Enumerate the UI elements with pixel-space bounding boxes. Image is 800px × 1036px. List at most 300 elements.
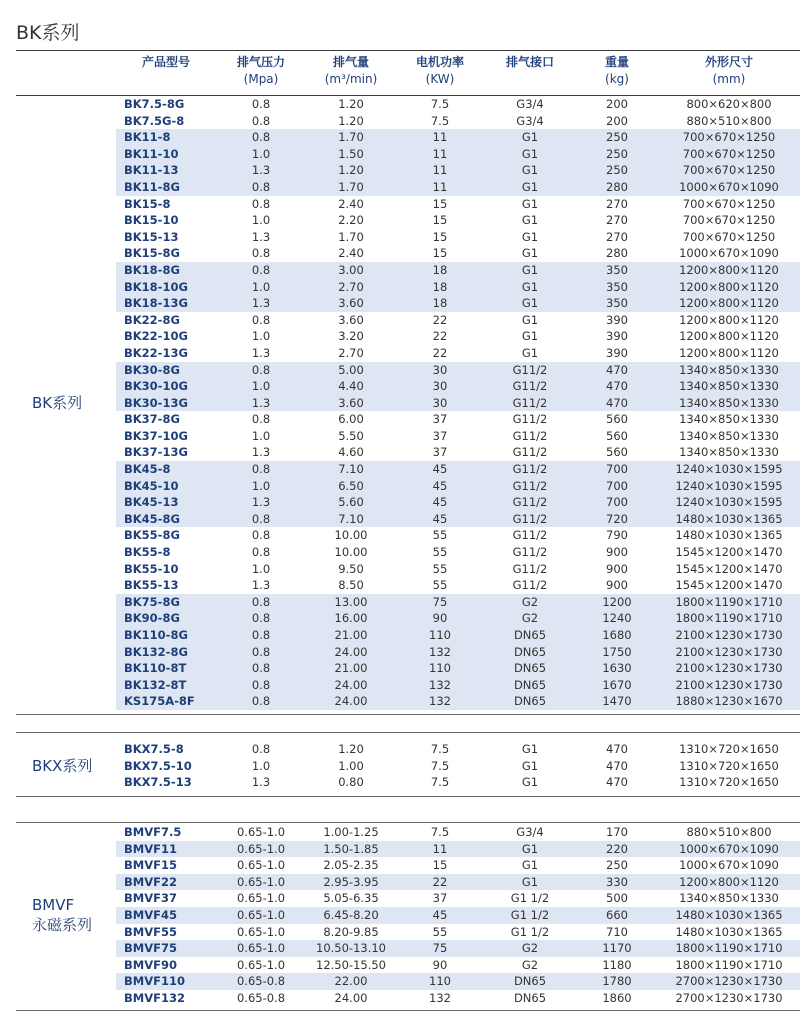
cell-model: BMVF15 — [124, 858, 177, 873]
section-divider — [16, 1010, 800, 1011]
cell-pressure: 0.65-1.0 — [236, 941, 286, 956]
cell-dimensions: 1240×1030×1595 — [675, 462, 783, 477]
section-label-line: 永磁系列 — [32, 916, 93, 935]
cell-outlet: G1 — [521, 279, 539, 294]
table-row — [116, 644, 800, 661]
table-row — [116, 693, 800, 710]
cell-power: 11 — [432, 841, 448, 856]
table-row — [116, 544, 800, 561]
cell-flow: 10.00 — [334, 528, 368, 543]
table-row — [116, 411, 800, 428]
cell-power: 18 — [432, 279, 448, 294]
cell-dimensions: 1480×1030×1365 — [675, 924, 783, 939]
cell-weight: 560 — [606, 412, 628, 427]
cell-pressure: 0.8 — [251, 628, 271, 642]
table-row — [116, 129, 800, 146]
cell-flow: 3.00 — [338, 262, 364, 277]
cell-weight: 700 — [606, 462, 628, 477]
cell-weight: 720 — [606, 511, 628, 526]
cell-weight: 350 — [606, 279, 628, 294]
cell-pressure: 1.3 — [251, 296, 271, 311]
cell-flow: 24.00 — [334, 990, 368, 1005]
cell-flow: 24.00 — [334, 644, 368, 659]
cell-model: BK7.5-8G — [124, 97, 185, 111]
cell-model: BK30-10G — [124, 379, 188, 394]
cell-dimensions: 1000×670×1090 — [679, 246, 779, 261]
cell-power: 45 — [432, 478, 448, 493]
cell-power: 37 — [432, 412, 448, 427]
cell-flow: 10.00 — [334, 545, 368, 560]
section-rows — [116, 96, 800, 710]
table-row — [116, 758, 800, 775]
cell-pressure: 0.8 — [251, 312, 271, 327]
cell-weight: 900 — [606, 561, 628, 576]
cell-flow: 24.00 — [334, 694, 368, 709]
cell-pressure: 1.3 — [251, 445, 271, 460]
page-title: BK系列 — [16, 22, 80, 44]
cell-weight: 470 — [606, 742, 628, 756]
cell-flow: 3.20 — [338, 329, 364, 344]
cell-flow: 5.05-6.35 — [323, 891, 379, 906]
cell-outlet: DN65 — [513, 974, 547, 989]
table-row — [116, 677, 800, 694]
cell-weight: 790 — [606, 528, 628, 543]
cell-flow: 1.50 — [338, 146, 364, 161]
cell-weight: 350 — [606, 262, 628, 277]
cell-model: BMVF11 — [124, 841, 177, 856]
cell-model: BK45-8 — [124, 462, 171, 477]
cell-power: 22 — [432, 874, 448, 889]
cell-dimensions: 1340×850×1330 — [679, 412, 779, 427]
cell-pressure: 1.0 — [251, 213, 271, 228]
cell-model: BMVF132 — [124, 990, 185, 1005]
cell-weight: 470 — [606, 362, 628, 377]
cell-flow: 6.00 — [338, 412, 364, 427]
cell-dimensions: 880×510×800 — [686, 113, 772, 128]
table-row — [116, 245, 800, 262]
cell-dimensions: 1480×1030×1365 — [675, 907, 783, 922]
cell-weight: 270 — [606, 229, 628, 244]
cell-power: 30 — [432, 379, 448, 394]
cell-weight: 250 — [606, 163, 628, 178]
cell-outlet: G11/2 — [512, 462, 548, 477]
cell-pressure: 0.8 — [251, 511, 271, 526]
cell-model: BKX7.5-13 — [124, 775, 192, 790]
cell-weight: 330 — [606, 874, 628, 889]
cell-dimensions: 1310×720×1650 — [679, 742, 779, 756]
cell-pressure: 1.0 — [251, 758, 271, 773]
cell-weight: 700 — [606, 495, 628, 510]
cell-power: 37 — [432, 445, 448, 460]
table-row — [116, 973, 800, 990]
table-row — [116, 478, 800, 495]
cell-pressure: 1.3 — [251, 578, 271, 593]
cell-model: BK132-8T — [124, 677, 187, 692]
cell-model: BK22-10G — [124, 329, 188, 344]
cell-flow: 3.60 — [338, 296, 364, 311]
cell-weight: 470 — [606, 775, 628, 790]
cell-model: BK132-8G — [124, 644, 188, 659]
cell-weight: 250 — [606, 858, 628, 873]
column-header-unit: (m³/min) — [324, 72, 378, 86]
cell-flow: 21.00 — [334, 661, 368, 676]
cell-flow: 1.70 — [338, 179, 364, 194]
cell-dimensions: 1480×1030×1365 — [675, 528, 783, 543]
cell-weight: 560 — [606, 428, 628, 443]
cell-weight: 500 — [606, 891, 628, 906]
column-header-unit: (KW) — [425, 72, 455, 86]
cell-power: 7.5 — [430, 113, 450, 128]
section-divider — [16, 714, 800, 715]
cell-pressure: 1.3 — [251, 345, 271, 360]
table-row — [116, 890, 800, 907]
cell-pressure: 1.3 — [251, 395, 271, 410]
cell-outlet: G1 — [521, 742, 539, 756]
table-row — [116, 824, 800, 841]
table-row — [116, 561, 800, 578]
cell-power: 37 — [432, 891, 448, 906]
cell-pressure: 0.8 — [251, 262, 271, 277]
cell-pressure: 1.3 — [251, 495, 271, 510]
cell-pressure: 0.8 — [251, 611, 271, 626]
section-divider — [16, 822, 800, 823]
table-row — [116, 577, 800, 594]
cell-weight: 170 — [606, 825, 628, 839]
cell-power: 7.5 — [430, 97, 450, 111]
cell-pressure: 1.0 — [251, 428, 271, 443]
cell-outlet: G3/4 — [516, 97, 544, 111]
column-header-title: 排气量 — [332, 55, 369, 69]
cell-flow: 2.05-2.35 — [323, 858, 379, 873]
cell-flow: 1.50-1.85 — [323, 841, 379, 856]
cell-pressure: 0.65-0.8 — [236, 990, 286, 1005]
table-row — [116, 96, 800, 113]
cell-outlet: G2 — [521, 941, 539, 956]
table-row — [116, 511, 800, 528]
cell-power: 132 — [429, 644, 451, 659]
cell-model: BK15-8G — [124, 246, 180, 261]
cell-pressure: 1.0 — [251, 561, 271, 576]
cell-pressure: 1.3 — [251, 163, 271, 178]
cell-model: BK22-13G — [124, 345, 188, 360]
cell-pressure: 0.8 — [251, 594, 271, 609]
cell-outlet: G1 — [521, 841, 539, 856]
cell-weight: 200 — [606, 97, 628, 111]
cell-power: 110 — [429, 661, 451, 676]
cell-power: 45 — [432, 495, 448, 510]
section-divider — [16, 796, 800, 797]
cell-model: BK110-8T — [124, 661, 187, 676]
section-0 — [16, 96, 800, 710]
cell-weight: 710 — [606, 924, 628, 939]
cell-weight: 250 — [606, 130, 628, 145]
cell-dimensions: 1200×800×1120 — [679, 312, 779, 327]
column-header-model — [116, 54, 216, 94]
cell-pressure: 0.8 — [251, 677, 271, 692]
cell-dimensions: 1200×800×1120 — [679, 262, 779, 277]
cell-pressure: 0.8 — [251, 362, 271, 377]
cell-power: 55 — [432, 578, 448, 593]
cell-model: BMVF110 — [124, 974, 185, 989]
cell-power: 15 — [432, 246, 448, 261]
cell-outlet: G1 — [521, 163, 539, 178]
table-row — [116, 428, 800, 445]
cell-pressure: 0.8 — [251, 246, 271, 261]
column-header-flow — [306, 54, 396, 94]
cell-outlet: G3/4 — [516, 825, 544, 839]
cell-model: BK18-8G — [124, 262, 180, 277]
cell-dimensions: 1545×1200×1470 — [675, 561, 783, 576]
cell-dimensions: 700×670×1250 — [682, 213, 776, 228]
cell-pressure: 0.65-1.0 — [236, 907, 286, 922]
cell-flow: 4.60 — [338, 445, 364, 460]
table-row — [116, 841, 800, 858]
cell-model: BK55-8 — [124, 545, 171, 560]
cell-power: 90 — [432, 611, 448, 626]
cell-dimensions: 1000×670×1090 — [679, 179, 779, 194]
column-header-unit: (kg) — [605, 72, 629, 86]
table-row — [116, 279, 800, 296]
cell-dimensions: 1310×720×1650 — [679, 775, 779, 790]
cell-power: 11 — [432, 163, 448, 178]
cell-outlet: G11/2 — [512, 511, 548, 526]
cell-power: 55 — [432, 528, 448, 543]
cell-model: BK18-13G — [124, 296, 188, 311]
table-row — [116, 610, 800, 627]
section-divider — [16, 732, 800, 733]
cell-dimensions: 1800×1190×1710 — [675, 594, 783, 609]
header-top-rule — [16, 50, 800, 51]
cell-flow: 1.70 — [338, 229, 364, 244]
section-label-line: BMVF — [32, 896, 75, 915]
cell-dimensions: 1310×720×1650 — [679, 758, 779, 773]
cell-weight: 660 — [606, 907, 628, 922]
cell-pressure: 1.0 — [251, 329, 271, 344]
cell-dimensions: 880×510×800 — [686, 825, 772, 839]
cell-flow: 0.80 — [338, 775, 364, 790]
cell-dimensions: 1880×1230×1670 — [675, 694, 783, 709]
cell-weight: 470 — [606, 758, 628, 773]
cell-pressure: 1.3 — [251, 229, 271, 244]
table-row — [116, 627, 800, 644]
table-row — [116, 196, 800, 213]
cell-weight: 1240 — [602, 611, 632, 626]
cell-pressure: 1.0 — [251, 478, 271, 493]
cell-weight: 1860 — [602, 990, 632, 1005]
table-row — [116, 146, 800, 163]
cell-outlet: G1 — [521, 329, 539, 344]
table-row — [116, 262, 800, 279]
cell-flow: 2.20 — [338, 213, 364, 228]
table-row — [116, 395, 800, 412]
cell-outlet: DN65 — [513, 677, 547, 692]
table-row — [116, 345, 800, 362]
table-row — [116, 940, 800, 957]
cell-model: BK45-8G — [124, 511, 180, 526]
cell-outlet: G1 — [521, 296, 539, 311]
cell-dimensions: 700×670×1250 — [682, 229, 776, 244]
section-2 — [16, 824, 800, 1007]
cell-weight: 1200 — [602, 594, 632, 609]
cell-power: 22 — [432, 345, 448, 360]
cell-power: 45 — [432, 907, 448, 922]
cell-dimensions: 1000×670×1090 — [679, 841, 779, 856]
table-header — [16, 54, 800, 94]
column-header-pressure — [216, 54, 306, 94]
cell-weight: 280 — [606, 179, 628, 194]
cell-pressure: 0.65-1.0 — [236, 825, 286, 839]
cell-pressure: 0.8 — [251, 661, 271, 676]
cell-dimensions: 1200×800×1120 — [679, 345, 779, 360]
column-header-unit: (mm) — [712, 72, 746, 86]
cell-power: 15 — [432, 858, 448, 873]
cell-pressure: 0.65-1.0 — [236, 957, 286, 972]
cell-model: BK15-8 — [124, 196, 171, 211]
table-row — [116, 494, 800, 511]
cell-pressure: 0.65-0.8 — [236, 974, 286, 989]
cell-pressure: 0.8 — [251, 694, 271, 709]
cell-outlet: G11/2 — [512, 495, 548, 510]
cell-weight: 470 — [606, 395, 628, 410]
cell-model: BMVF45 — [124, 907, 177, 922]
cell-weight: 390 — [606, 312, 628, 327]
table-row — [116, 527, 800, 544]
cell-model: BK15-10 — [124, 213, 179, 228]
cell-power: 18 — [432, 296, 448, 311]
cell-flow: 10.50-13.10 — [316, 941, 386, 956]
cell-dimensions: 1340×850×1330 — [679, 428, 779, 443]
cell-dimensions: 2700×1230×1730 — [675, 974, 783, 989]
cell-power: 75 — [432, 594, 448, 609]
cell-weight: 1470 — [602, 694, 632, 709]
cell-dimensions: 1800×1190×1710 — [675, 957, 783, 972]
cell-power: 37 — [432, 428, 448, 443]
cell-power: 55 — [432, 924, 448, 939]
cell-flow: 21.00 — [334, 628, 368, 642]
cell-outlet: G1 — [521, 146, 539, 161]
cell-dimensions: 700×670×1250 — [682, 130, 776, 145]
cell-dimensions: 1200×800×1120 — [679, 296, 779, 311]
table-row — [116, 295, 800, 312]
cell-model: BMVF55 — [124, 924, 177, 939]
column-header-title: 产品型号 — [141, 55, 190, 69]
cell-outlet: G11/2 — [512, 528, 548, 543]
cell-dimensions: 1480×1030×1365 — [675, 511, 783, 526]
cell-outlet: G1 — [521, 858, 539, 873]
cell-dimensions: 1200×800×1120 — [679, 329, 779, 344]
cell-power: 11 — [432, 146, 448, 161]
cell-weight: 470 — [606, 379, 628, 394]
cell-flow: 2.70 — [338, 279, 364, 294]
cell-dimensions: 2100×1230×1730 — [675, 677, 783, 692]
cell-flow: 2.70 — [338, 345, 364, 360]
cell-model: BK11-13 — [124, 163, 179, 178]
table-row — [116, 741, 800, 758]
cell-dimensions: 1200×800×1120 — [679, 279, 779, 294]
cell-power: 90 — [432, 957, 448, 972]
table-row — [116, 162, 800, 179]
cell-outlet: G2 — [521, 957, 539, 972]
cell-outlet: G1 — [521, 213, 539, 228]
cell-outlet: G1 — [521, 345, 539, 360]
table-row — [116, 774, 800, 791]
cell-outlet: G1 1/2 — [510, 924, 550, 939]
cell-pressure: 0.65-1.0 — [236, 874, 286, 889]
cell-dimensions: 1000×670×1090 — [679, 858, 779, 873]
cell-power: 132 — [429, 677, 451, 692]
cell-model: BMVF37 — [124, 891, 177, 906]
cell-outlet: G2 — [521, 594, 539, 609]
cell-outlet: G11/2 — [512, 445, 548, 460]
cell-weight: 1670 — [602, 677, 632, 692]
cell-outlet: G1 — [521, 775, 539, 790]
cell-weight: 390 — [606, 345, 628, 360]
cell-model: BK55-13 — [124, 578, 179, 593]
cell-power: 15 — [432, 229, 448, 244]
cell-outlet: G1 — [521, 196, 539, 211]
cell-model: BK22-8G — [124, 312, 180, 327]
cell-outlet: G2 — [521, 611, 539, 626]
cell-power: 45 — [432, 511, 448, 526]
cell-weight: 1170 — [602, 941, 632, 956]
cell-flow: 7.10 — [338, 462, 364, 477]
cell-model: BK45-13 — [124, 495, 179, 510]
table-row — [116, 957, 800, 974]
section-rows — [116, 824, 800, 1007]
cell-model: BMVF90 — [124, 957, 177, 972]
table-row — [116, 990, 800, 1007]
cell-model: BK55-10 — [124, 561, 179, 576]
cell-weight: 1630 — [602, 661, 632, 676]
cell-weight: 1780 — [602, 974, 632, 989]
cell-flow: 5.00 — [338, 362, 364, 377]
column-header-outlet — [484, 54, 576, 94]
cell-model: BMVF22 — [124, 874, 177, 889]
cell-flow: 3.60 — [338, 395, 364, 410]
cell-power: 22 — [432, 312, 448, 327]
cell-flow: 22.00 — [334, 974, 368, 989]
cell-dimensions: 1340×850×1330 — [679, 445, 779, 460]
cell-weight: 350 — [606, 296, 628, 311]
cell-flow: 2.40 — [338, 246, 364, 261]
cell-weight: 1680 — [602, 628, 632, 642]
cell-outlet: DN65 — [513, 628, 547, 642]
table-row — [116, 461, 800, 478]
cell-dimensions: 1240×1030×1595 — [675, 495, 783, 510]
cell-flow: 1.20 — [338, 97, 364, 111]
cell-pressure: 1.0 — [251, 279, 271, 294]
cell-outlet: G11/2 — [512, 428, 548, 443]
cell-model: BK75-8G — [124, 594, 180, 609]
cell-flow: 1.70 — [338, 130, 364, 145]
cell-outlet: G11/2 — [512, 545, 548, 560]
cell-weight: 700 — [606, 478, 628, 493]
cell-outlet: G1 — [521, 229, 539, 244]
cell-model: BKX7.5-10 — [124, 758, 192, 773]
cell-flow: 1.20 — [338, 742, 364, 756]
cell-dimensions: 2100×1230×1730 — [675, 628, 783, 642]
table-row — [116, 660, 800, 677]
cell-outlet: G1 — [521, 758, 539, 773]
cell-model: BK18-10G — [124, 279, 188, 294]
cell-model: BK37-8G — [124, 412, 180, 427]
column-header-title: 电机功率 — [415, 55, 464, 69]
cell-power: 110 — [429, 974, 451, 989]
cell-weight: 220 — [606, 841, 628, 856]
cell-outlet: G1 — [521, 874, 539, 889]
cell-pressure: 0.8 — [251, 644, 271, 659]
table-row — [116, 924, 800, 941]
